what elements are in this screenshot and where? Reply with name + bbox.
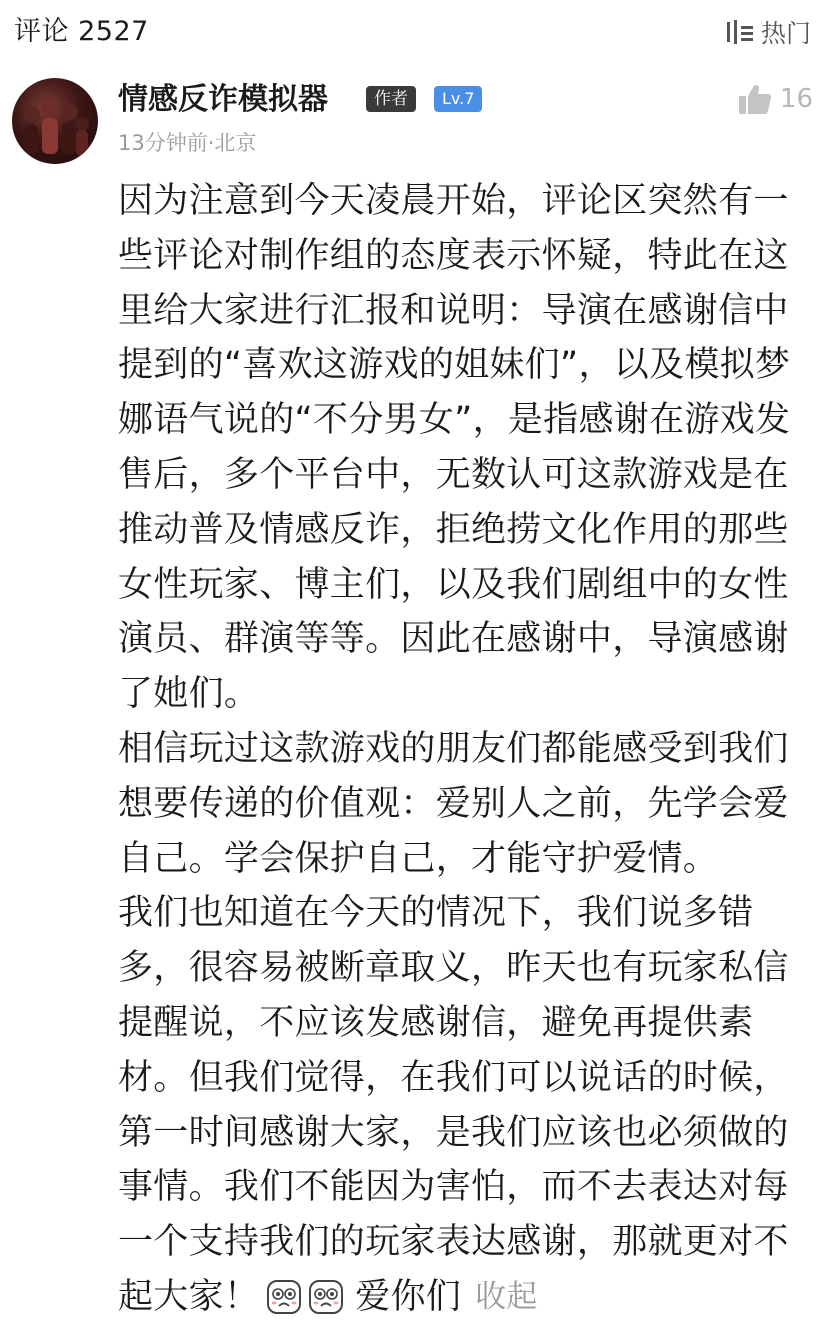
comment-content <box>118 174 808 1325</box>
sort-hot-button[interactable] <box>725 15 811 49</box>
sort-label: 热门 <box>760 19 811 48</box>
comment-paragraph: 因为注意到今天凌晨开始，评论区突然有一些评论对制作组的态度表示怀疑，特此在这里给大家进行汇报和说明：导演在感谢信中提到的“喜欢这游戏的姐妹们”，以及模拟梦娜语气说的“不分男女”，是指感谢在游戏发售后，多个平台中，无数认可这款游戏是在推动普及情感反诈，拒绝捞文化作用的那些女性玩家、博主们，以及我们剧组中的女性演员、群演等等。因此在感谢中，导演感谢了她们。 <box>118 181 791 715</box>
author-badge: 作者 <box>366 86 416 112</box>
avatar[interactable] <box>12 78 98 164</box>
closing-text: 爱你们 <box>355 1276 462 1317</box>
comments-count-title: 评论 2527 <box>14 16 149 47</box>
thumbs-up-icon <box>738 83 772 115</box>
like-count: 16 <box>779 84 813 114</box>
collapse-button[interactable]: 收起 <box>475 1278 538 1315</box>
level-badge: Lv.7 <box>434 86 482 112</box>
last-line-text: 起大家！ <box>118 1276 260 1317</box>
comments-header <box>0 0 839 66</box>
like-button[interactable] <box>738 82 813 116</box>
comment-meta: 13分钟前·北京 <box>118 131 257 155</box>
crying-face-emoji <box>267 1280 301 1314</box>
avatar-image <box>12 78 98 164</box>
comment-paragraph: 我们也知道在今天的情况下，我们说多错多，很容易被断章取义，昨天也有玩家私信提醒说，不应该发感谢信，避免再提供素材。但我们觉得，在我们可以说话的时候，第一时间感谢大家，是我们应该也必须做的事情。我们不能因为害怕，而不去表达对每一个支持我们的玩家表达感谢，那就更对不 <box>118 893 789 1263</box>
sort-icon <box>725 18 755 46</box>
author-name[interactable]: 情感反诈模拟器 <box>118 82 328 117</box>
crying-face-emoji <box>309 1280 343 1314</box>
comment-closing-line <box>118 1270 808 1325</box>
comment-paragraph: 相信玩过这款游戏的朋友们都能感受到我们想要传递的价值观：爱别人之前，先学会爱自己。学会保护自己，才能守护爱情。 <box>118 728 789 879</box>
